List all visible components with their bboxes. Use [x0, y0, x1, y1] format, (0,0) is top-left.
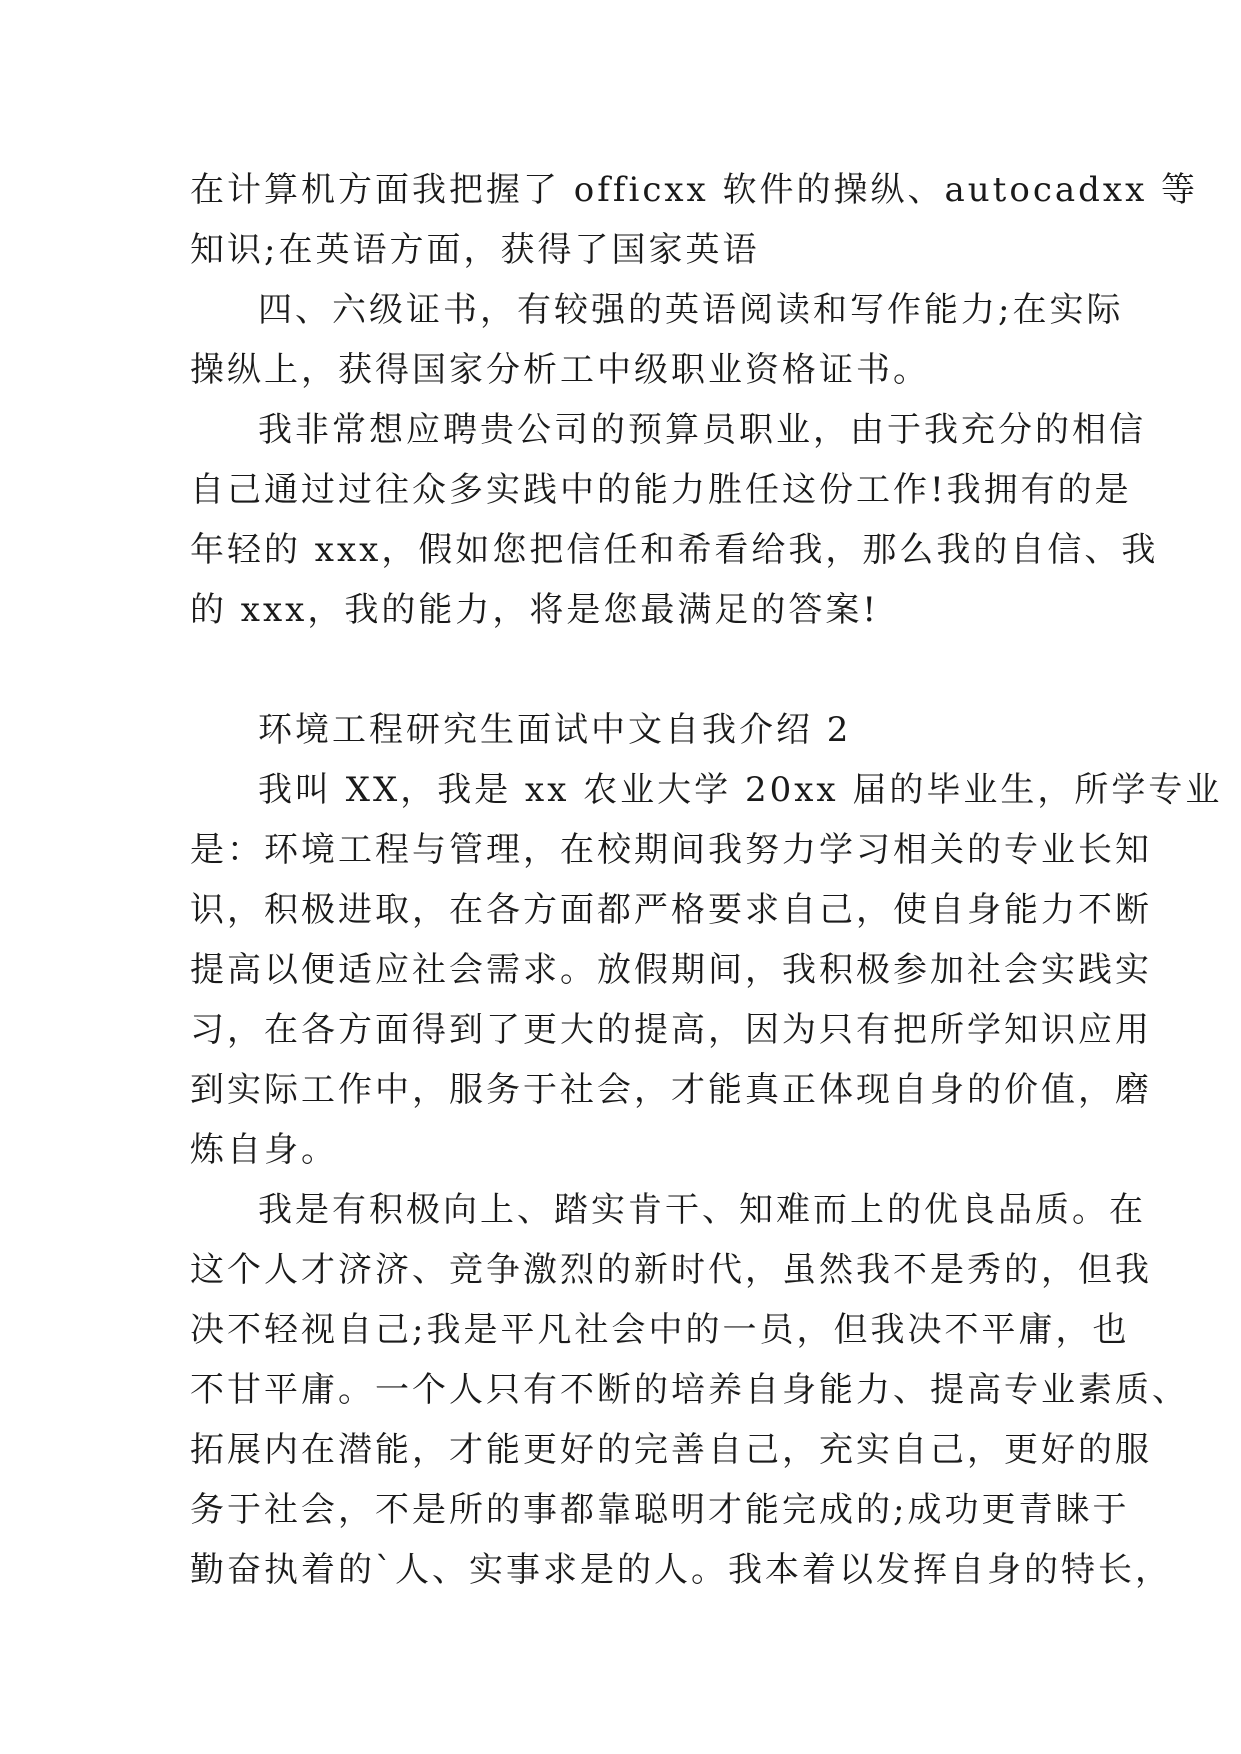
paragraph-line: 的 xxx，我的能力，将是您最满足的答案! [190, 590, 879, 630]
paragraph-line: 这个人才济济、竞争激烈的新时代，虽然我不是秀的，但我 [190, 1250, 1152, 1290]
paragraph-line: 务于社会，不是所的事都靠聪明才能完成的;成功更青睐于 [190, 1490, 1130, 1530]
paragraph-line: 勤奋执着的`人、实事求是的人。我本着以发挥自身的特长， [190, 1550, 1172, 1590]
paragraph-application [190, 400, 1159, 640]
paragraph-line: 决不轻视自己;我是平凡社会中的一员，但我决不平庸，也 [190, 1310, 1130, 1350]
paragraph-introduction [190, 760, 1223, 1180]
paragraph-line: 我叫 XX，我是 xx 农业大学 20xx 届的毕业生，所学专业 [258, 770, 1223, 810]
paragraph-line: 到实际工作中，服务于社会，才能真正体现自身的价值，磨 [190, 1070, 1152, 1110]
paragraph-line: 炼自身。 [190, 1130, 338, 1170]
paragraph-computer-skills [190, 160, 1199, 280]
paragraph-line: 习，在各方面得到了更大的提高，因为只有把所学知识应用 [190, 1010, 1152, 1050]
paragraph-line: 四、六级证书，有较强的英语阅读和写作能力;在实际 [258, 290, 1124, 330]
paragraph-qualities [190, 1180, 1189, 1600]
section-spacer [190, 640, 1062, 700]
paragraph-line: 是：环境工程与管理，在校期间我努力学习相关的专业长知 [190, 830, 1152, 870]
paragraph-line: 自己通过过往众多实践中的能力胜任这份工作!我拥有的是 [190, 470, 1132, 510]
section-heading: 环境工程研究生面试中文自我介绍 2 [258, 710, 852, 750]
paragraph-line: 知识;在英语方面，获得了国家英语 [190, 230, 760, 270]
paragraph-line: 提高以便适应社会需求。放假期间，我积极参加社会实践实 [190, 950, 1152, 990]
paragraph-line: 识，积极进取，在各方面都严格要求自己，使自身能力不断 [190, 890, 1152, 930]
paragraph-line: 我是有积极向上、踏实肯干、知难而上的优良品质。在 [258, 1190, 1146, 1230]
paragraph-line: 操纵上，获得国家分析工中级职业资格证书。 [190, 350, 930, 390]
paragraph-certificates [190, 280, 1124, 400]
paragraph-line: 拓展内在潜能，才能更好的完善自己，充实自己，更好的服 [190, 1430, 1152, 1470]
paragraph-line: 年轻的 xxx，假如您把信任和希看给我，那么我的自信、我 [190, 530, 1159, 570]
paragraph-line: 在计算机方面我把握了 officxx 软件的操纵、autocadxx 等 [190, 170, 1199, 210]
document-body [190, 160, 1223, 1600]
paragraph-line: 我非常想应聘贵公司的预算员职业，由于我充分的相信 [258, 410, 1146, 450]
paragraph-line: 不甘平庸。一个人只有不断的培养自身能力、提高专业素质、 [190, 1370, 1189, 1410]
